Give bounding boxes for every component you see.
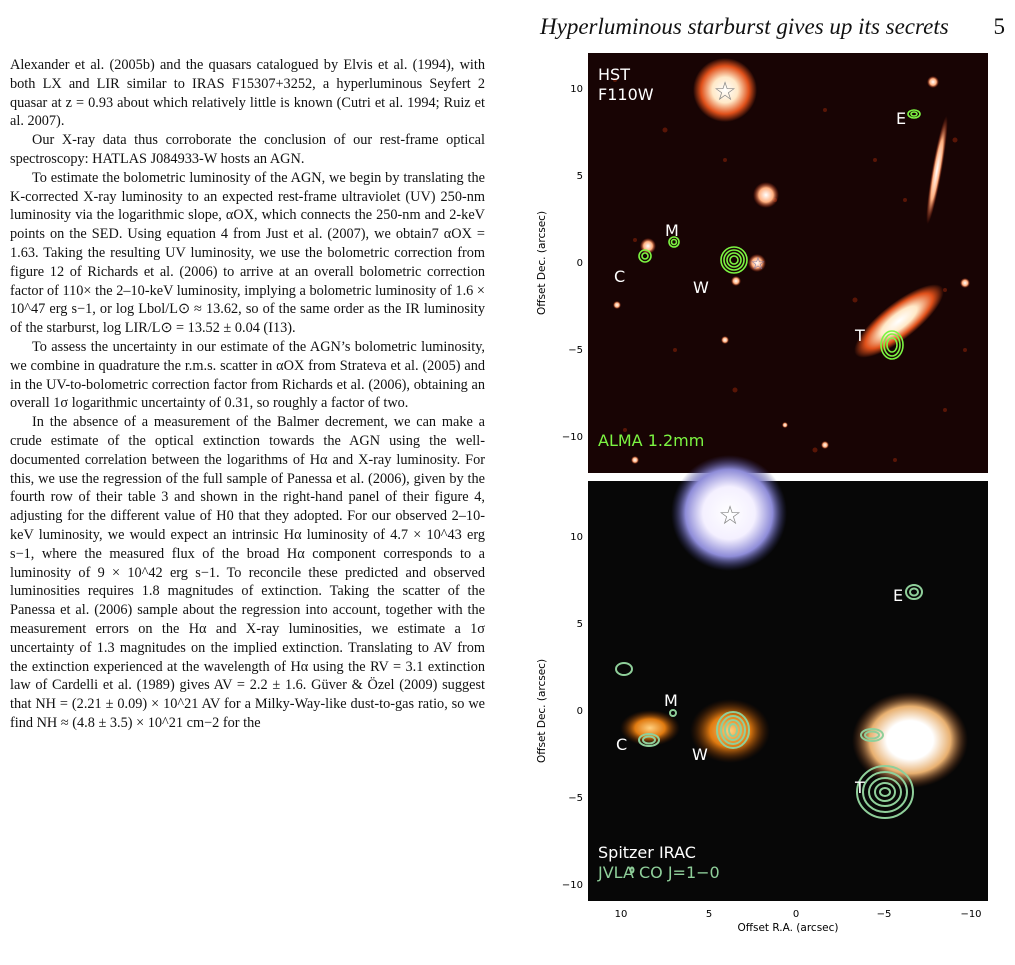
hst-source <box>960 278 970 288</box>
hst-filter-label: F110W <box>598 85 654 104</box>
alma-label: ALMA 1.2mm <box>598 431 705 450</box>
x-tick: 10 <box>614 909 628 920</box>
source-label-c: C <box>616 735 628 754</box>
source-label-c: C <box>614 267 626 286</box>
y-tick: −10 <box>561 432 583 443</box>
x-ticks <box>615 909 982 920</box>
x-tick: 5 <box>705 909 713 920</box>
running-title: Hyperluminous starburst gives up its secrets <box>540 14 949 39</box>
y-axis-label: Offset Dec. (arcsec) <box>536 658 548 764</box>
y-tick: −5 <box>568 345 583 356</box>
paragraph: Our X-ray data thus corroborate the conclusion of our rest-frame optical spectroscopy: HATLAS J084933-W hosts an AGN. <box>10 132 485 167</box>
x-axis-label: Offset R.A. (arcsec) <box>737 922 839 934</box>
y-tick: −10 <box>561 880 583 891</box>
y-tick: 10 <box>570 84 583 95</box>
irac-label: Spitzer IRAC <box>598 843 696 862</box>
irac-background <box>588 481 988 901</box>
hst-label: HST <box>598 65 630 84</box>
hst-source <box>731 276 741 286</box>
irac-y-ticks <box>562 532 583 891</box>
text-column <box>10 56 485 961</box>
y-tick: 5 <box>576 619 583 630</box>
source-label-w: W <box>692 745 708 764</box>
x-tick: −5 <box>876 909 892 920</box>
hst-source <box>753 182 779 208</box>
star-marker: ☆ <box>713 77 737 107</box>
hst-y-ticks <box>562 84 583 443</box>
y-tick: −5 <box>568 793 583 804</box>
source-label-t: T <box>855 778 865 797</box>
source-label-m: M <box>665 221 679 240</box>
paragraph: In the absence of a measurement of the Balmer decrement, we can make a crude estimate of the optical extinction towards the AGN using the well-documented correlation between the logarithms of Hα and X-ray luminosity. For this, we use the regression of the full sample of Panessa et al. (2006), given by the fourth row of their table 3 and shown in the right-hand panel of their figure 4, adjusting for the different value of H0 that they adopted. For our observed 2–10-keV luminosity, we would expect an intrinsic Hα luminosity of 4.7 × 10^43 erg s−1, where the measured flux of the broad Hα component corresponds to a luminosity of 9 × 10^42 erg s−1. To reconcile these predicted and observed luminosities requires 1.8 magnitudes of extinction. Taking the scatter of the Panessa et al. (2006) sample about the regression into account, together with the measurement errors on the Hα and X-ray luminosities, we estimate a 1σ uncertainty of 1.3 magnitudes on the implied extinction. Translating to AV from the extinction experienced at the wavelength of Hα using the RV = 3.1 extinction law of Cardelli et al. (1989) gives AV = 2.2 ± 1.6. Güver & Özel (2009) suggest that NH = (2.21 ± 0.09) × 10^21 AV for a Milky-Way-like dust-to-gas ratio, so we find NH ≈ (4.8 ± 3.5) × 10^21 cm−2 for the <box>10 414 485 731</box>
source-label-e: E <box>896 109 907 128</box>
hst-source <box>721 336 729 344</box>
paragraph: To estimate the bolometric luminosity of the AGN, we begin by translating the K-corrected X-ray luminosity to an expected rest-frame ultraviolet (UV) 250-nm luminosity via the logarithmic slope, αOX, which connects the 250-nm and 2-keV points on the SED. Using equation 4 from Just et al. (2007), we obtain7 αOX = 1.63. Taking the resulting UV luminosity, we use the bolometric correction from figure 12 of Richards et al. (2006) to arrive at an overall bolometric correction factor of 110× the 2–10-keV luminosity, implying a bolometric luminosity of 1.6 × 10^47 erg s−1, or log Lbol/L⊙ ≈ 13.62, so of the same order as the IR luminosity of the starburst, log LIR/L⊙ = 13.52 ± 0.04 (I13). <box>10 169 485 337</box>
running-header <box>540 4 1005 40</box>
hst-source <box>613 301 621 309</box>
y-tick: 0 <box>576 258 583 269</box>
figure <box>525 50 1005 961</box>
star-marker: ☆ <box>750 254 766 274</box>
paragraph: To assess the uncertainty in our estimate of the AGN’s bolometric luminosity, we combine in quadrature the r.m.s. scatter in αOX from Strateva et al. (2005) and in the UV-to-bolometric correction factor from Richards et al. (2006), obtaining an overall 1σ logarithmic uncertainty of 0.31, so roughly a factor of two. <box>10 338 485 412</box>
source-label-t: T <box>855 326 865 345</box>
x-tick: −10 <box>960 909 982 920</box>
y-axis-label: Offset Dec. (arcsec) <box>536 210 548 316</box>
y-tick: 0 <box>576 706 583 717</box>
y-tick: 10 <box>570 532 583 543</box>
x-tick: 0 <box>792 909 800 920</box>
hst-source <box>927 76 939 88</box>
source-label-m: M <box>664 691 678 710</box>
page-number: 5 <box>993 14 1005 39</box>
source-label-e: E <box>893 586 904 605</box>
hst-panel <box>536 53 988 473</box>
co-label: JVLA CO J=1−0 <box>598 863 720 882</box>
paragraph: Alexander et al. (2005b) and the quasars catalogued by Elvis et al. (1994), with both LX and LIR similar to IRAS F15307+3252, a hyperluminous Seyfert 2 quasar at z = 0.93 about which relatively little is known (Cutri et al. 1994; Ruiz et al. 2007). <box>10 57 485 130</box>
hst-source <box>782 422 788 428</box>
irac-panel <box>536 455 988 934</box>
source-label-w: W <box>693 278 709 297</box>
hst-source <box>821 441 829 449</box>
hst-background <box>588 53 988 473</box>
hst-source <box>631 456 639 464</box>
y-tick: 5 <box>576 171 583 182</box>
star-marker: ☆ <box>718 501 742 531</box>
figure-svg <box>525 50 1005 961</box>
